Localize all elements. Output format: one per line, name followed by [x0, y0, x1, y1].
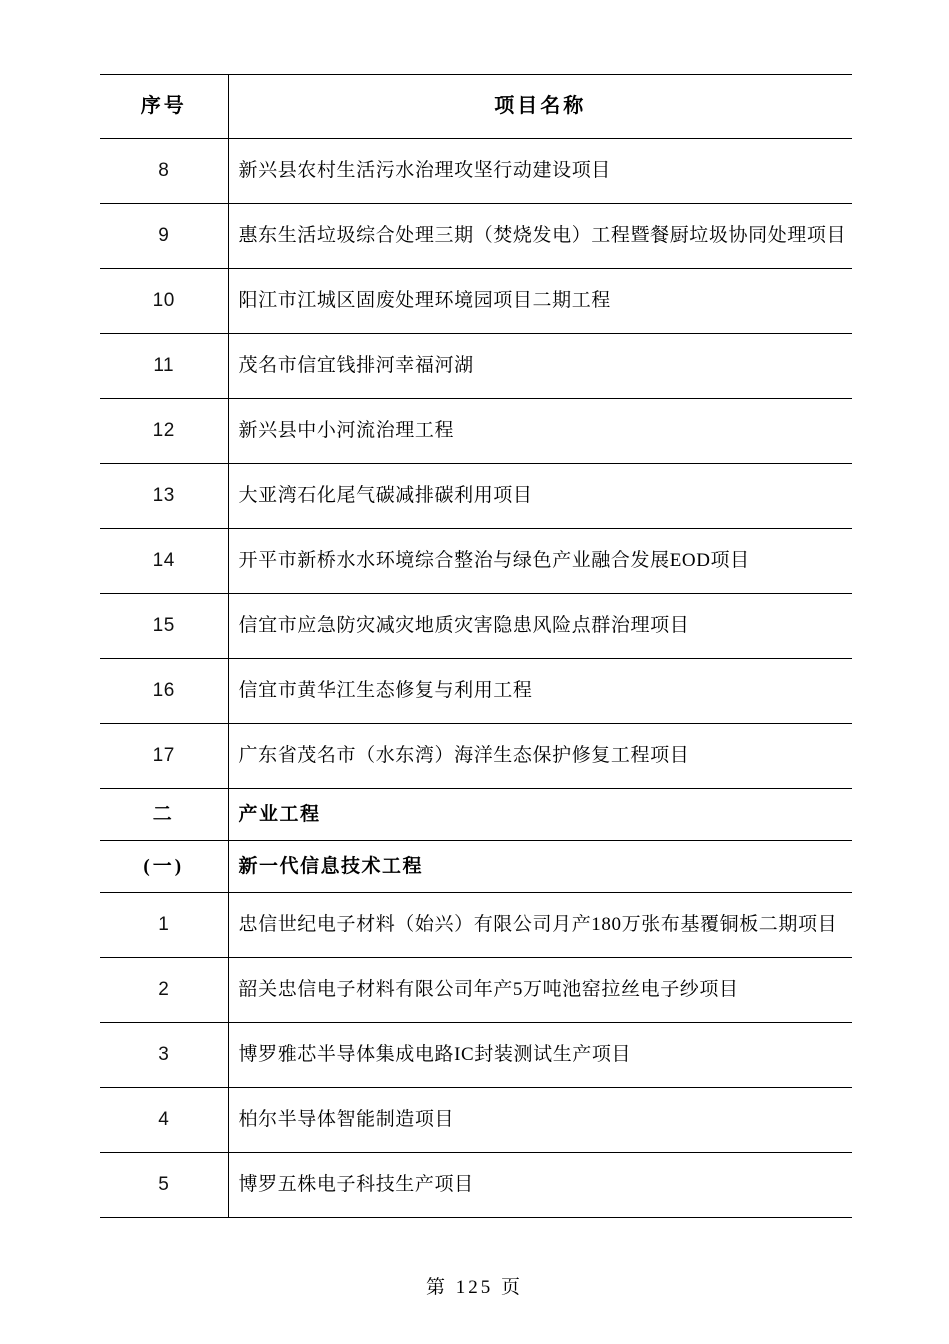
- cell-project-name: 阳江市江城区固废处理环境园项目二期工程: [228, 269, 852, 334]
- cell-project-name: 大亚湾石化尾气碳减排碳利用项目: [228, 464, 852, 529]
- cell-project-name: 信宜市黄华江生态修复与利用工程: [228, 659, 852, 724]
- cell-project-name: 新一代信息技术工程: [228, 841, 852, 893]
- table-row: [100, 399, 852, 464]
- cell-project-name: 广东省茂名市（水东湾）海洋生态保护修复工程项目: [228, 724, 852, 789]
- sequence-value: 3: [158, 1044, 170, 1066]
- table-row: [100, 1023, 852, 1088]
- cell-project-name: 博罗雅芯半导体集成电路IC封装测试生产项目: [228, 1023, 852, 1088]
- cell-project-name: 惠东生活垃圾综合处理三期（焚烧发电）工程暨餐厨垃圾协同处理项目: [228, 204, 852, 269]
- sequence-value: 13: [152, 485, 175, 507]
- cell-project-name: 开平市新桥水水环境综合整治与绿色产业融合发展EOD项目: [228, 529, 852, 594]
- table-row: [100, 1153, 852, 1218]
- table-row: [100, 139, 852, 204]
- cell-project-name: 韶关忠信电子材料有限公司年产5万吨池窑拉丝电子纱项目: [228, 958, 852, 1023]
- cell-sequence: [100, 1153, 228, 1218]
- cell-sequence: [100, 659, 228, 724]
- table-row: [100, 334, 852, 399]
- table-row: [100, 529, 852, 594]
- table-row: [100, 724, 852, 789]
- sequence-value: 17: [152, 745, 175, 767]
- cell-sequence: [100, 594, 228, 659]
- cell-sequence: [100, 529, 228, 594]
- sequence-value: (一): [143, 855, 185, 877]
- sequence-value: 4: [158, 1109, 170, 1131]
- table-row: [100, 594, 852, 659]
- table-header: [100, 75, 852, 139]
- table-body: [100, 139, 852, 1218]
- sequence-value: 12: [152, 420, 175, 442]
- table-row: [100, 659, 852, 724]
- sequence-value: 9: [158, 225, 170, 247]
- cell-sequence: [100, 1023, 228, 1088]
- cell-project-name: 产业工程: [228, 789, 852, 841]
- table-row: [100, 958, 852, 1023]
- cell-sequence: [100, 204, 228, 269]
- column-header-project-name: 项目名称: [228, 75, 852, 139]
- cell-sequence: [100, 958, 228, 1023]
- column-header-sequence: 序号: [100, 75, 228, 139]
- cell-sequence: [100, 841, 228, 893]
- cell-project-name: 博罗五株电子科技生产项目: [228, 1153, 852, 1218]
- cell-project-name: 新兴县中小河流治理工程: [228, 399, 852, 464]
- cell-sequence: [100, 789, 228, 841]
- sequence-value: 11: [153, 355, 175, 377]
- cell-sequence: [100, 1088, 228, 1153]
- table-row: [100, 269, 852, 334]
- cell-sequence: [100, 399, 228, 464]
- section-header-row: [100, 841, 852, 893]
- cell-sequence: [100, 269, 228, 334]
- table-header-row: [100, 75, 852, 139]
- section-header-row: [100, 789, 852, 841]
- table-row: [100, 1088, 852, 1153]
- sequence-value: 16: [152, 680, 175, 702]
- sequence-value: 5: [158, 1174, 170, 1196]
- cell-sequence: [100, 139, 228, 204]
- table-row: [100, 204, 852, 269]
- cell-sequence: [100, 724, 228, 789]
- sequence-value: 2: [158, 979, 170, 1001]
- cell-project-name: 茂名市信宜钱排河幸福河湖: [228, 334, 852, 399]
- sequence-value: 1: [158, 914, 170, 936]
- sequence-value: 8: [158, 160, 170, 182]
- page-footer: 第 125 页: [425, 1277, 523, 1298]
- cell-sequence: [100, 464, 228, 529]
- table-row: [100, 893, 852, 958]
- sequence-value: 14: [152, 550, 175, 572]
- cell-project-name: 新兴县农村生活污水治理攻坚行动建设项目: [228, 139, 852, 204]
- cell-sequence: [100, 334, 228, 399]
- project-list-table: [100, 74, 852, 1218]
- table-row: [100, 464, 852, 529]
- sequence-value: 10: [152, 290, 175, 312]
- sequence-value: 二: [152, 803, 175, 825]
- cell-project-name: 信宜市应急防灾减灾地质灾害隐患风险点群治理项目: [228, 594, 852, 659]
- cell-sequence: [100, 893, 228, 958]
- cell-project-name: 忠信世纪电子材料（始兴）有限公司月产180万张布基覆铜板二期项目: [228, 893, 852, 958]
- cell-project-name: 柏尔半导体智能制造项目: [228, 1088, 852, 1153]
- sequence-value: 15: [152, 615, 175, 637]
